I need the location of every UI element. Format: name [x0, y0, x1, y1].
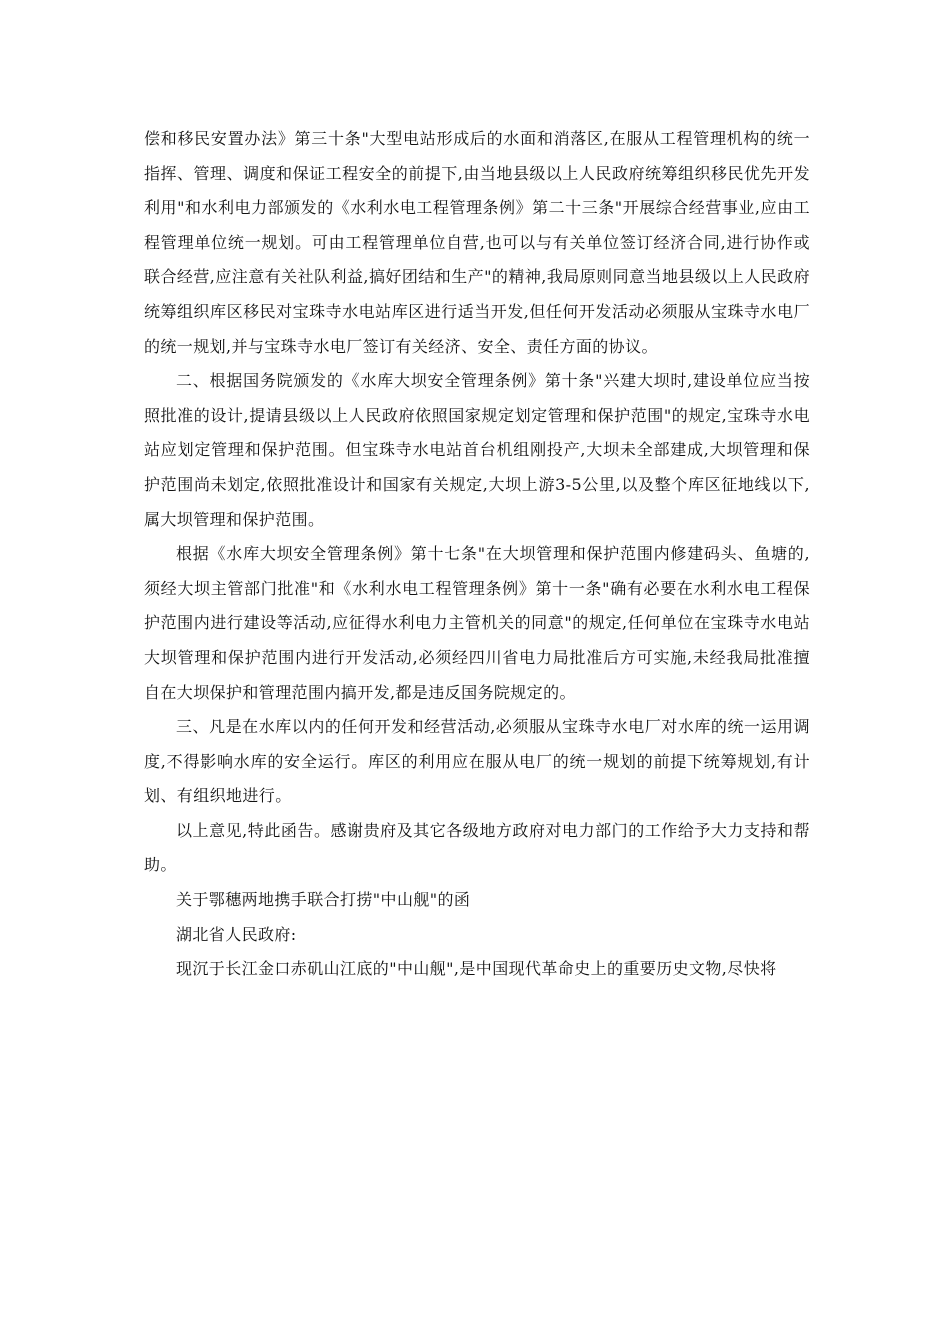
paragraph-zhongshan-ship-intro: 现沉于长江金口赤矶山江底的"中山舰",是中国现代革命史上的重要历史文物,尽快将	[176, 959, 777, 979]
paragraph-closing-remarks: 以上意见,特此函告。感谢贵府及其它各级地方政府对电力部门的工作给予大力支持和帮助。	[144, 820, 810, 875]
letter-title-zhongshan-ship: 关于鄂穗两地携手联合打捞"中山舰"的函	[176, 890, 471, 910]
letter-addressee: 湖北省人民政府:	[176, 924, 297, 944]
paragraph-resettlement-article: 偿和移民安置办法》第三十条"大型电站形成后的水面和消落区,在服从工程管理机构的统一指挥、管理、调度和保证工程安全的前提下,由当地县级以上人民政府统筹组织移民优先开发利用"和水利电力部颁发的《水利水电工程管理条例》第二十三条"开展综合经营事业,应由工程管理单位统一规划。可由工程管理单位自营,也可以与有关单位签订经济合同,进行协作或联合经营,应注意有关社队利益,搞好团结和生产"的精神,我局原则同意当地县级以上人民政府统筹组织库区移民对宝珠寺水电站库区进行适当开发,但任何开发活动必须服从宝珠寺水电厂的统一规划,并与宝珠寺水电厂签订有关经济、安全、责任方面的协议。	[144, 129, 810, 356]
document-body	[144, 122, 810, 987]
paragraph-dam-protection-scope: 二、根据国务院颁发的《水库大坝安全管理条例》第十条"兴建大坝时,建设单位应当按照批准的设计,提请县级以上人民政府依照国家规定划定管理和保护范围"的规定,宝珠寺水电站应划定管理和保护范围。但宝珠寺水电站首台机组刚投产,大坝未全部建成,大坝管理和保护范围尚未划定,依照批准设计和国家有关规定,大坝上游3-5公里,以及整个库区征地线以下,属大坝管理和保护范围。	[144, 371, 810, 529]
paragraph-development-approval: 根据《水库大坝安全管理条例》第十七条"在大坝管理和保护范围内修建码头、鱼塘的,须经大坝主管部门批准"和《水利水电工程管理条例》第十一条"确有必要在水利水电工程保护范围内进行建设等活动,应征得水利电力主管机关的同意"的规定,任何单位在宝珠寺水电站大坝管理和保护范围内进行开发活动,必须经四川省电力局批准后方可实施,未经我局批准擅自在大坝保护和管理范围内搞开发,都是违反国务院规定的。	[144, 544, 810, 702]
paragraph-reservoir-operation: 三、凡是在水库以内的任何开发和经营活动,必须服从宝珠寺水电厂对水库的统一运用调度,不得影响水库的安全运行。库区的利用应在服从电厂的统一规划的前提下统筹规划,有计划、有组织地进行。	[144, 717, 810, 806]
